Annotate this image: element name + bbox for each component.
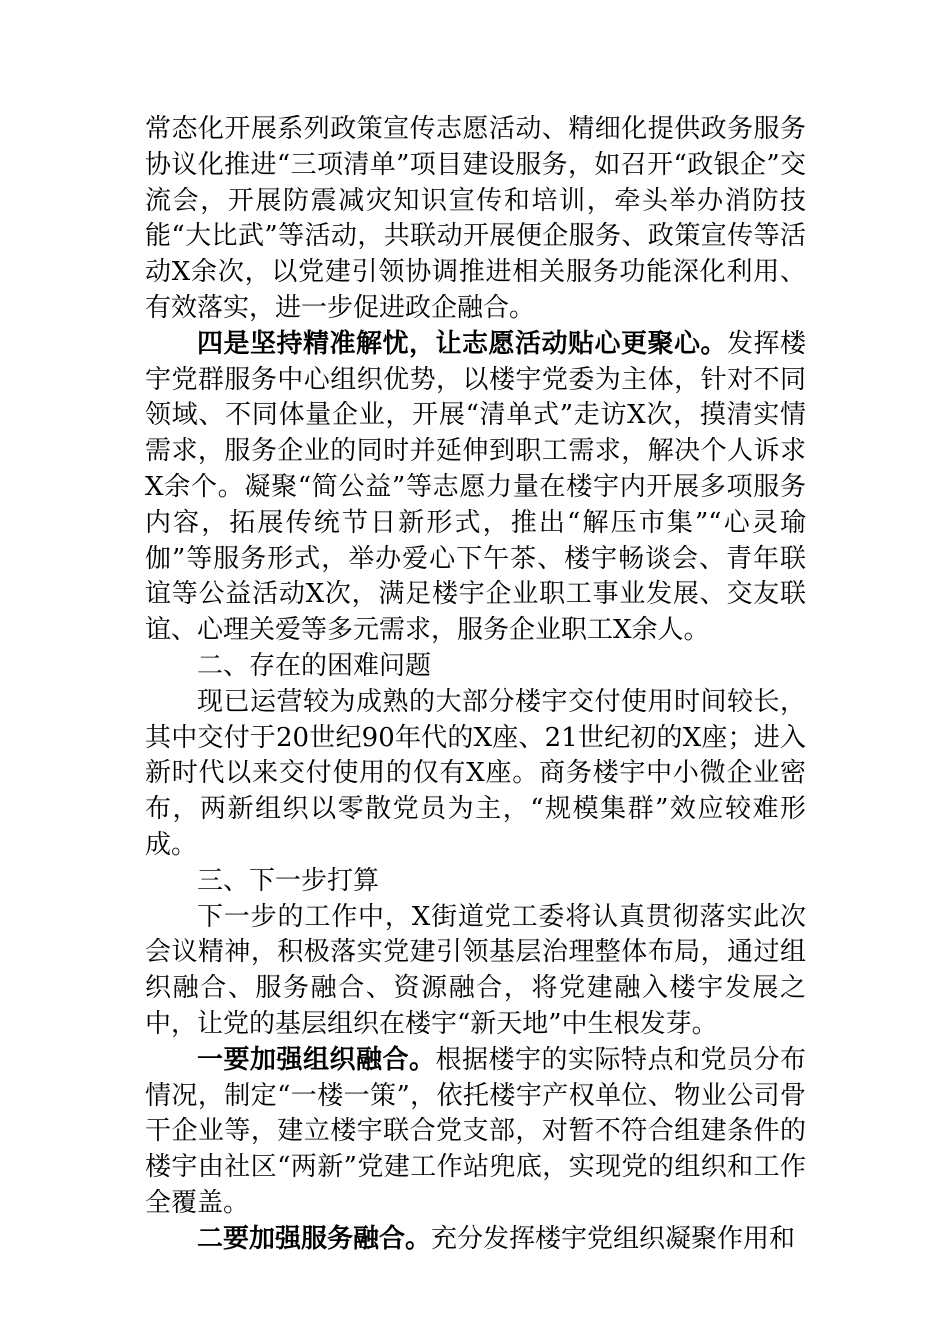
section-heading-difficulties: 二、存在的困难问题	[197, 650, 432, 681]
paragraph-point-four	[145, 327, 806, 649]
paragraph-organization-integration	[145, 1043, 806, 1222]
section-heading-next-steps: 三、下一步打算	[197, 865, 380, 896]
paragraph-service-integration	[145, 1222, 806, 1258]
paragraph-next-steps: 下一步的工作中，X街道党工委将认真贯彻落实此次会议精神，积极落实党建引领基层治理整体布局，通过组织融合、服务融合、资源融合，将党建融入楼宇发展之中，让党的基层组织在楼宇“新天地”中生根发芽。	[145, 901, 806, 1039]
paragraph-body-service: 充分发挥楼宇党组织凝聚作用和	[431, 1223, 796, 1254]
paragraph-lead-organization: 一要加强组织融合。	[197, 1044, 436, 1075]
paragraph-difficulties: 现已运营较为成熟的大部分楼宇交付使用时间较长，其中交付于20世纪90年代的X座、21世纪初的X座；进入新时代以来交付使用的仅有X座。商务楼宇中小微企业密布，两新组织以零散党员为主，“规模集群”效应较难形成。	[145, 686, 806, 860]
paragraph-body-point-four: 发挥楼宇党群服务中心组织优势，以楼宇党委为主体，针对不同领域、不同体量企业，开展“清单式”走访X次，摸清实情需求，服务企业的同时并延伸到职工需求，解决个人诉求X余个。凝聚“简公益”等志愿力量在楼宇内开展多项服务内容，拓展传统节日新形式，推出“解压市集”“心灵瑜伽”等服务形式，举办爱心下午茶、楼宇畅谈会、青年联谊等公益活动X次，满足楼宇企业职工事业发展、交友联谊、心理关爱等多元需求，服务企业职工X余人。	[145, 328, 806, 646]
document-page	[145, 112, 806, 1258]
paragraph-policy-services: 常态化开展系列政策宣传志愿活动、精细化提供政务服务协议化推进“三项清单”项目建设服务，如召开“政银企”交流会，开展防震减灾知识宣传和培训，牵头举办消防技能“大比武”等活动，共联动开展便企服务、政策宣传等活动X余次，以党建引领协调推进相关服务功能深化利用、有效落实，进一步促进政企融合。	[145, 114, 806, 323]
paragraph-lead-point-four: 四是坚持精准解忧，让志愿活动贴心更聚心。	[197, 328, 727, 359]
paragraph-lead-service: 二要加强服务融合。	[197, 1223, 432, 1254]
paragraph-body-organization: 根据楼宇的实际特点和党员分布情况，制定“一楼一策”，依托楼宇产权单位、物业公司骨干企业等，建立楼宇联合党支部，对暂不符合组建条件的楼宇由社区“两新”党建工作站兜底，实现党的组织和工作全覆盖。	[145, 1044, 806, 1218]
